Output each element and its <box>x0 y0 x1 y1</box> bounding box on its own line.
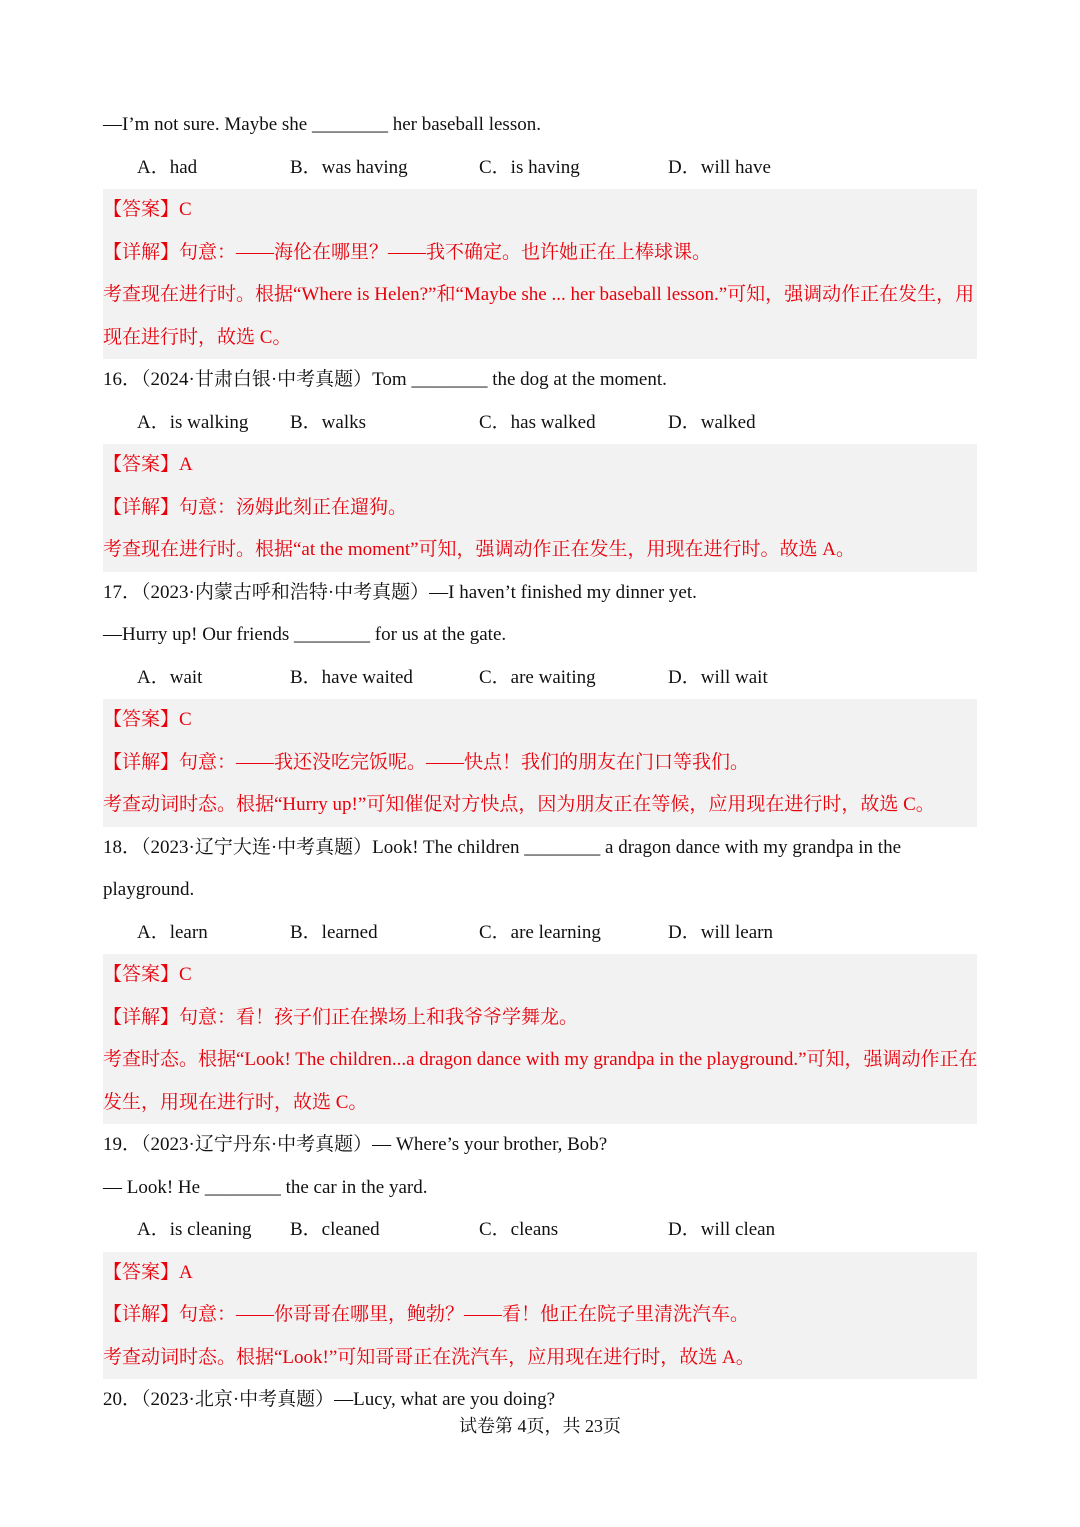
q15-options <box>103 147 977 190</box>
q15-answer: 【答案】C <box>103 199 192 220</box>
q18-explain-analysis: 考查时态。根据“Look! The children...a dragon dance with my grandpa in the playground.”可知，强调动作正在 <box>103 1049 978 1070</box>
q19-answer-box <box>103 1252 977 1380</box>
q15-explain-translation: 【详解】句意：——海伦在哪里？——我不确定。也许她正在上棒球课。 <box>103 241 712 263</box>
q18-answer-box <box>103 954 977 1124</box>
q19-option-c: C．cleans <box>479 1219 559 1240</box>
q15-stem-line2: —I’m not sure. Maybe she ________ her baseball lesson. <box>103 114 541 135</box>
q18-option-a: A．learn <box>137 921 208 943</box>
q18-explain-translation: 【详解】句意：看！孩子们正在操场上和我爷爷学舞龙。 <box>103 1006 579 1028</box>
q16-option-a: A．is walking <box>137 411 249 433</box>
q18-answer: 【答案】C <box>103 964 192 985</box>
q17-answer-box <box>103 699 977 827</box>
q19-option-a: A．is cleaning <box>137 1219 252 1240</box>
q16-explain-translation: 【详解】句意：汤姆此刻正在遛狗。 <box>103 496 408 518</box>
q18-stem-line2: playground. <box>103 879 195 900</box>
q15-explain-analysis: 考查现在进行时。根据“Where is Helen?”和“Maybe she ... her baseball lesson.”可知，强调动作正在发生，用 <box>103 284 975 305</box>
q17-answer: 【答案】C <box>103 709 192 730</box>
q16-answer-box <box>103 444 977 572</box>
q20-stem: 20．（2023·北京·中考真题）—Lucy, what are you doing? <box>103 1389 556 1410</box>
q18-options <box>103 912 977 955</box>
q15-option-c: C．is having <box>479 156 580 178</box>
q17-option-a: A．wait <box>137 666 203 688</box>
q15-option-a: A．had <box>137 156 198 178</box>
question-list <box>103 104 977 1422</box>
q18-option-d: D．will learn <box>668 921 774 943</box>
q19-stem: 19．（2023·辽宁丹东·中考真题）— Where’s your brother, Bob? <box>103 1134 608 1155</box>
q15-explain-analysis-cont: 现在进行时，故选 C。 <box>103 326 292 348</box>
q17-stem-line2: —Hurry up! Our friends ________ for us at the gate. <box>103 624 507 645</box>
q15-answer-box <box>103 189 977 359</box>
q19-stem-line2: — Look! He ________ the car in the yard. <box>103 1176 428 1198</box>
q17-explain-translation: 【详解】句意：——我还没吃完饭呢。——快点！我们的朋友在门口等我们。 <box>103 751 750 773</box>
q18-explain-analysis-cont: 发生，用现在进行时，故选 C。 <box>103 1091 368 1113</box>
q19-option-b: B．cleaned <box>290 1219 380 1240</box>
q16-explain-analysis: 考查现在进行时。根据“at the moment”可知，强调动作正在发生，用现在进行时。故选 A。 <box>103 539 856 560</box>
q16-options <box>103 402 977 445</box>
q16-option-d: D．walked <box>668 411 756 433</box>
q19-explain-translation: 【详解】句意：——你哥哥在哪里，鲍勃？——看！他正在院子里清洗汽车。 <box>103 1304 750 1325</box>
q17-stem: 17．（2023·内蒙古呼和浩特·中考真题）—I haven’t finished my dinner yet. <box>103 581 697 603</box>
q18-option-b: B．learned <box>290 921 378 943</box>
q17-options <box>103 657 977 700</box>
q16-option-b: B．walks <box>290 411 367 433</box>
q19-options <box>103 1209 977 1252</box>
q16-option-c: C．has walked <box>479 411 596 433</box>
q15-option-b: B．was having <box>290 156 408 178</box>
q19-explain-analysis: 考查动词时态。根据“Look!”可知哥哥正在洗汽车，应用现在进行时，故选 A。 <box>103 1346 755 1368</box>
q19-answer: 【答案】A <box>103 1261 193 1283</box>
q17-option-c: C．are waiting <box>479 666 596 688</box>
q19-option-d: D．will clean <box>668 1219 776 1240</box>
q17-option-d: D．will wait <box>668 666 768 688</box>
q18-option-c: C．are learning <box>479 921 601 943</box>
q16-answer: 【答案】A <box>103 454 193 475</box>
q18-stem: 18．（2023·辽宁大连·中考真题）Look! The children ________ a dragon dance with my grandpa in the <box>103 836 902 858</box>
q17-explain-analysis: 考查动词时态。根据“Hurry up!”可知催促对方快点，因为朋友正在等候，应用现在进行时，故选 C。 <box>103 794 935 815</box>
page-footer: 试卷第 4页，共 23页 <box>459 1416 621 1436</box>
q16-stem: 16．（2024·甘肃白银·中考真题）Tom ________ the dog at the moment. <box>103 369 667 390</box>
q15-option-d: D．will have <box>668 156 771 178</box>
q17-option-b: B．have waited <box>290 666 413 688</box>
